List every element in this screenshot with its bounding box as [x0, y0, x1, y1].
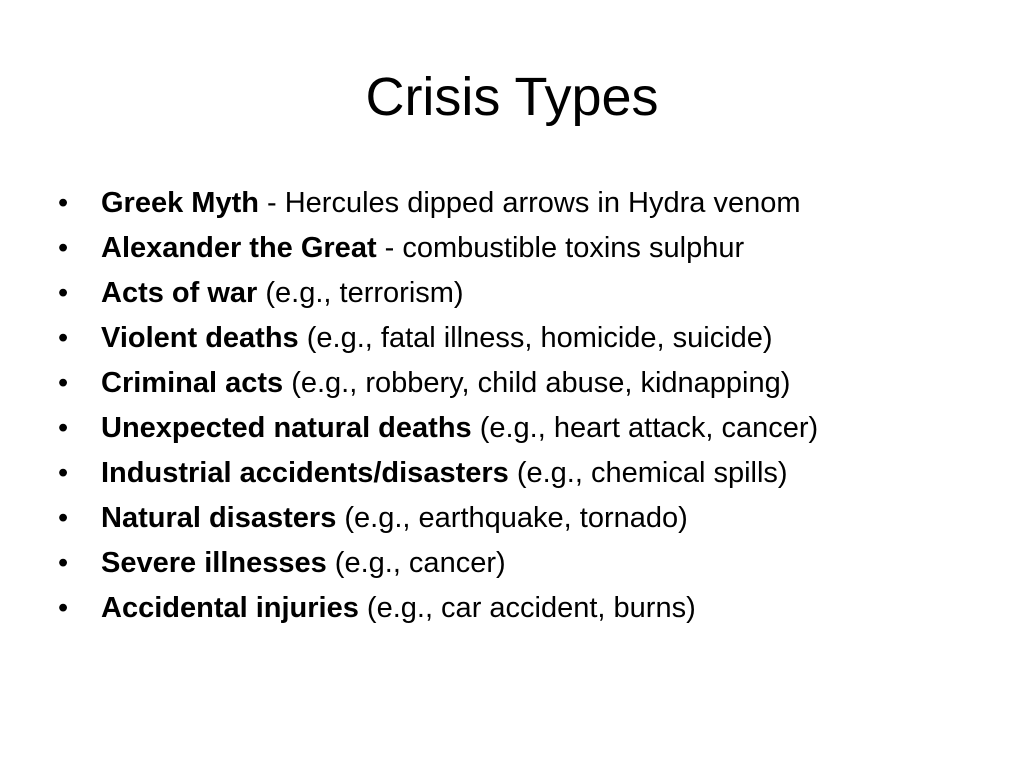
bullet-icon: • [58, 322, 69, 354]
bullet-list [58, 181, 998, 631]
bullet-text [101, 451, 788, 496]
bullet-description: (e.g., car accident, burns) [358, 592, 696, 624]
bullet-term: Alexander the Great [101, 232, 377, 264]
bullet-description: (e.g., heart attack, cancer) [471, 412, 819, 444]
bullet-icon: • [58, 412, 69, 444]
bullet-text [101, 271, 464, 316]
bullet-item-accidental-injuries [58, 586, 998, 631]
bullet-icon: • [58, 502, 69, 534]
bullet-text [101, 361, 790, 406]
bullet-item-severe-illnesses [58, 541, 998, 586]
bullet-term: Unexpected natural deaths [101, 412, 472, 444]
bullet-icon: • [58, 277, 69, 309]
bullet-item-unexpected-natural-deaths [58, 406, 998, 451]
bullet-item-natural-disasters [58, 496, 998, 541]
bullet-item-alexander-the-great [58, 226, 998, 271]
bullet-text [101, 406, 818, 451]
bullet-description: (e.g., terrorism) [257, 277, 464, 309]
bullet-icon: • [58, 187, 69, 219]
bullet-text [101, 316, 773, 361]
bullet-term: Violent deaths [101, 322, 299, 354]
bullet-term: Severe illnesses [101, 547, 327, 579]
bullet-icon: • [58, 367, 69, 399]
bullet-item-criminal-acts [58, 361, 998, 406]
bullet-item-acts-of-war [58, 271, 998, 316]
bullet-text [101, 181, 801, 226]
bullet-term: Industrial accidents/disasters [101, 457, 509, 489]
bullet-item-greek-myth [58, 181, 998, 226]
bullet-description: (e.g., cancer) [326, 547, 506, 579]
bullet-text [101, 496, 688, 541]
bullet-icon: • [58, 232, 69, 264]
bullet-icon: • [58, 592, 69, 624]
bullet-term: Greek Myth [101, 187, 259, 219]
bullet-description: (e.g., earthquake, tornado) [336, 502, 688, 534]
bullet-term: Natural disasters [101, 502, 337, 534]
bullet-item-industrial-accidents [58, 451, 998, 496]
bullet-icon: • [58, 547, 69, 579]
bullet-icon: • [58, 457, 69, 489]
bullet-description: - Hercules dipped arrows in Hydra venom [258, 187, 801, 219]
bullet-text [101, 586, 696, 631]
bullet-term: Accidental injuries [101, 592, 359, 624]
bullet-term: Acts of war [101, 277, 258, 309]
bullet-text [101, 226, 744, 271]
bullet-description: (e.g., chemical spills) [508, 457, 788, 489]
bullet-item-violent-deaths [58, 316, 998, 361]
bullet-term: Criminal acts [101, 367, 284, 399]
bullet-text [101, 541, 506, 586]
bullet-description: (e.g., robbery, child abuse, kidnapping) [283, 367, 791, 399]
bullet-description: (e.g., fatal illness, homicide, suicide) [298, 322, 773, 354]
slide-title: Crisis Types [365, 67, 659, 127]
bullet-description: - combustible toxins sulphur [376, 232, 745, 264]
